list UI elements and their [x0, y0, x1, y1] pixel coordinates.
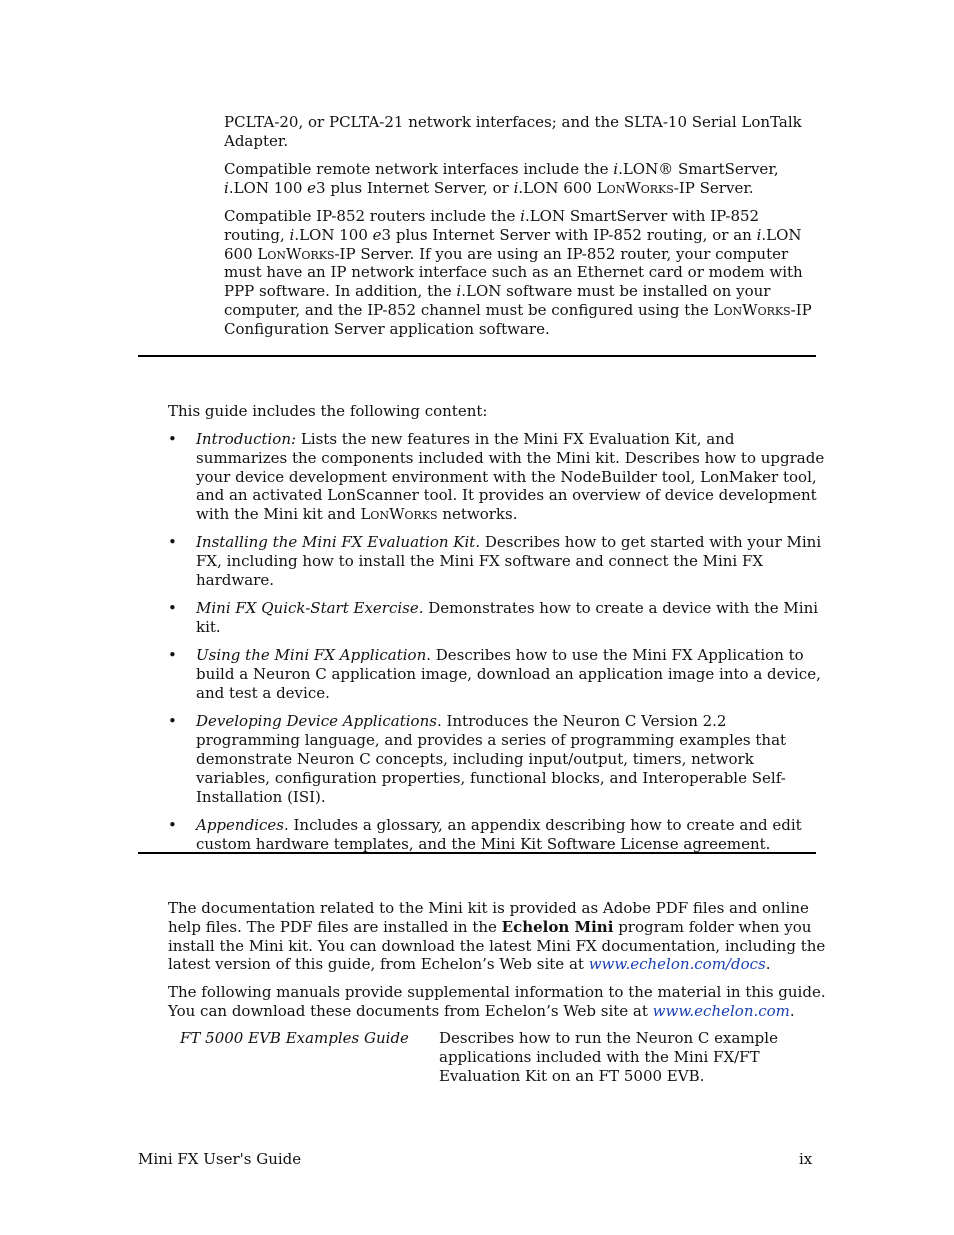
bullet-icon: •	[168, 712, 177, 731]
paragraph-supplemental: The following manuals provide supplemental information to the material in this guide. You can download these documents from Echelon’s Web site at www.echelon.com.	[168, 983, 826, 1020]
list-item: • Using the Mini FX Application. Describes how to use the Mini FX Application to build a Neuron C application image, download an application image into a device, and test a device.	[168, 646, 821, 703]
paragraph-remote-interfaces: Compatible remote network interfaces include the i.LON® SmartServer, i.LON 100 e3 plus Internet Server, or i.LON 600 LonWorks-IP Server.	[224, 160, 779, 197]
paragraph-network-interfaces: PCLTA-20, or PCLTA-21 network interfaces; and the SLTA-10 Serial LonTalk Adapter.	[224, 113, 802, 150]
reference-title: FT 5000 EVB Examples Guide	[180, 1029, 409, 1047]
list-item: • Developing Device Applications. Introduces the Neuron C Version 2.2 programming language, and provides a series of programming examples that demonstrate Neuron C concepts, including input/output, timers, network variables, configuration properties, functional blocks, and Interoperable Self-Installation (ISI).	[168, 712, 787, 806]
section-divider-1	[138, 355, 816, 357]
echelon-link[interactable]: www.echelon.com	[652, 1001, 790, 1020]
bullet-icon: •	[168, 599, 177, 618]
content-intro: This guide includes the following content:	[168, 402, 488, 420]
list-item: • Introduction: Lists the new features in the Mini FX Evaluation Kit, and summarizes the components included with the Mini kit. Describes how to upgrade your device development environment with the NodeBuilder tool, LonMaker tool, and an activated LonScanner tool. It provides an overview of device development with the Mini kit and LonWorks networks.	[168, 430, 825, 524]
docs-link[interactable]: www.echelon.com/docs	[588, 955, 766, 974]
paragraph-documentation: The documentation related to the Mini kit is provided as Adobe PDF files and online help files. The PDF files are installed in the Echelon Mini program folder when you install the Mini kit. You can download the latest Mini FX documentation, including the latest version of this guide, from Echelon’s Web site at www.echelon.com/docs.	[168, 899, 826, 974]
list-item: • Installing the Mini FX Evaluation Kit. Describes how to get started with your Mini FX, including how to install the Mini FX software and connect the Mini FX hardware.	[168, 533, 822, 590]
list-item: • Appendices. Includes a glossary, an appendix describing how to create and edit custom hardware templates, and the Mini Kit Software License agreement.	[168, 815, 802, 853]
section-divider-2	[138, 852, 816, 854]
bullet-icon: •	[168, 646, 177, 665]
content-list	[168, 430, 828, 863]
paragraph-ip852-routers: Compatible IP-852 routers include the i.LON SmartServer with IP-852 routing, i.LON 100 e3 plus Internet Server with IP-852 routing, or an i.LON 600 LonWorks-IP Server. If you are using an IP-852 router, your computer must have an IP network interface such as an Ethernet card or modem with PPP software. In addition, the i.LON software must be installed on your computer, and the IP-852 channel must be configured using the LonWorks-IP Configuration Server application software.	[224, 207, 812, 338]
bullet-icon: •	[168, 815, 177, 834]
bullet-icon: •	[168, 430, 177, 448]
footer-title: Mini FX User's Guide	[138, 1150, 302, 1168]
page-number: ix	[799, 1150, 813, 1168]
reference-description: Describes how to run the Neuron C example applications included with the Mini FX/FT Evaluation Kit on an FT 5000 EVB.	[439, 1029, 778, 1085]
list-item: • Mini FX Quick-Start Exercise. Demonstrates how to create a device with the Mini kit.	[168, 599, 819, 637]
bullet-icon: •	[168, 533, 177, 552]
